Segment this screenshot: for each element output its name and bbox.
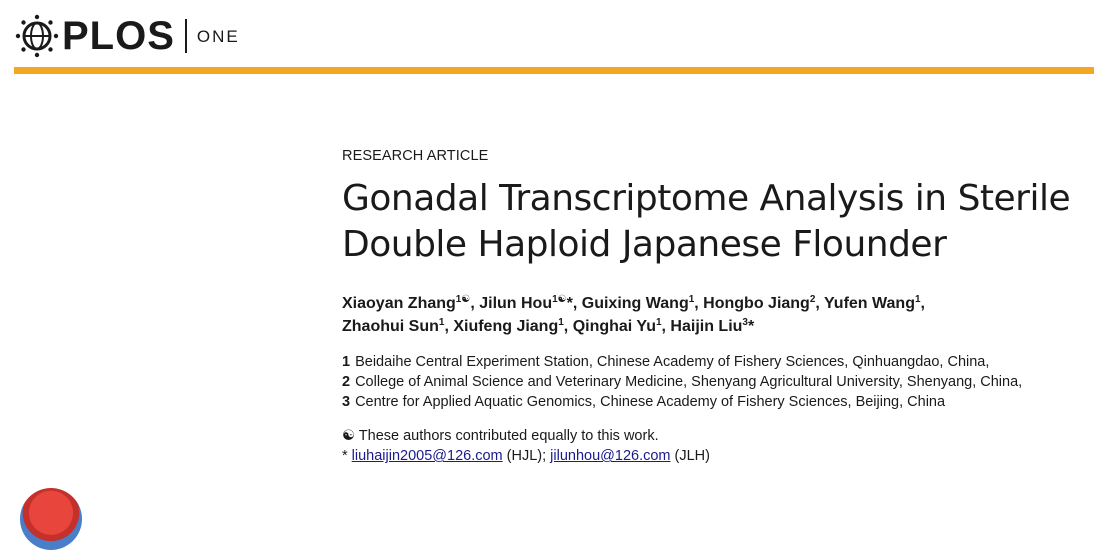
author: Hongbo Jiang$^2$,	[703, 294, 824, 313]
email-link-hjl[interactable]: liuhaijin2005@126.com	[351, 448, 503, 465]
header-rule	[14, 67, 1094, 74]
article-type: RESEARCH ARTICLE	[342, 148, 489, 164]
author: Guixing Wang$^1$,	[581, 294, 704, 313]
author: Qinghai Yu$^1$,	[572, 317, 671, 336]
affiliation: 3 Centre for Applied Aquatic Genomics, Chinese Academy of Fishery Sciences, Beijing, China	[342, 394, 946, 411]
logo-wordmark-plos: PLOS	[62, 14, 175, 58]
plos-globe-icon	[14, 13, 60, 59]
logo-wordmark-one: ONE	[196, 27, 240, 46]
author: Xiufeng Jiang$^1$,	[453, 317, 573, 336]
author-list	[342, 292, 1092, 338]
correspondence-note: * liuhaijin2005@126.com (HJL); jilunhou@126.com (JLH)	[342, 448, 710, 465]
author: Jilun Hou$^{1☯}$*,	[479, 294, 582, 313]
affiliation: 2 College of Animal Science and Veterinary Medicine, Shenyang Agricultural University, Shenyang, China,	[342, 374, 1023, 391]
affiliation-list	[342, 352, 1092, 412]
article-title: Gonadal Transcriptome Analysis in Sterile Double Haploid Japanese Flounder	[342, 178, 1071, 265]
open-access-badge[interactable]	[20, 488, 82, 550]
email-link-jlh[interactable]: jilunhou@126.com	[550, 448, 671, 465]
author-notes	[342, 426, 1092, 466]
author: Yufen Wang$^1$,	[824, 294, 925, 313]
article-header	[342, 148, 1092, 466]
affiliation: 1 Beidaihe Central Experiment Station, Chinese Academy of Fishery Sciences, Qinhuangdao, China,	[342, 354, 990, 371]
logo-divider	[185, 19, 187, 53]
equal-contribution-note: ☯ These authors contributed equally to this work.	[342, 428, 659, 445]
equal-contribution-icon: ☯	[342, 428, 355, 445]
author: Zhaohui Sun$^1$,	[342, 317, 454, 336]
author: Haijin Liu$^3$*	[670, 317, 755, 336]
author: Xiaoyan Zhang$^{1☯}$,	[342, 294, 480, 313]
plos-one-logo[interactable]	[14, 12, 240, 60]
